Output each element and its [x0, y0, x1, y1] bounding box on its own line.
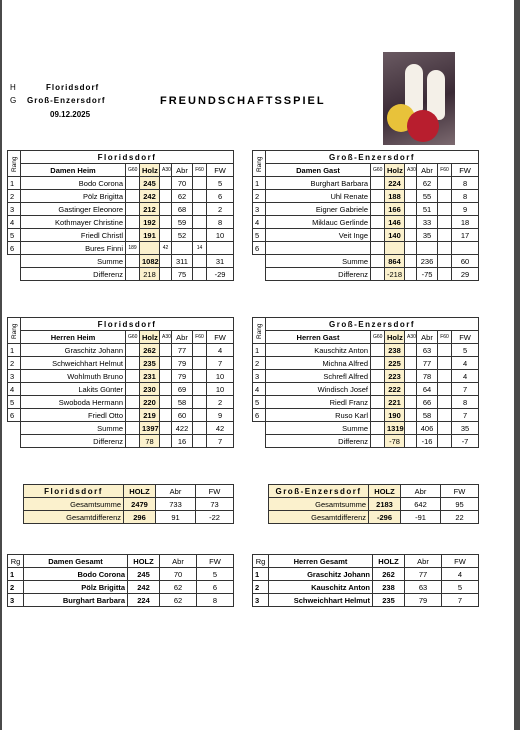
fw-cell: 6 [197, 581, 234, 594]
a30-cell [160, 229, 172, 242]
rank-cell: 1 [8, 568, 24, 581]
holz-cell: 242 [128, 581, 160, 594]
a30-cell [160, 357, 172, 370]
holz-cell: 238 [385, 344, 405, 357]
table-total-guest: Groß-Enzersdorf HOLZ Abr FW Gesamtsumme 2183 642 95 Gesamtdifferenz -296 -91 22 [268, 484, 479, 524]
abr-cell: 63 [405, 581, 442, 594]
a30-cell [405, 203, 417, 216]
holz-cell: 224 [128, 594, 160, 607]
table-row [8, 190, 234, 203]
fw-cell: 7 [452, 409, 479, 422]
rank-cell: 2 [253, 581, 269, 594]
abr-cell: 66 [417, 396, 438, 409]
table-row [253, 409, 479, 422]
player-name-cell: Uhl Renate [266, 190, 371, 203]
holz-cell: 230 [140, 383, 160, 396]
abr-cell: 60 [172, 409, 193, 422]
fw-cell: 5 [207, 177, 234, 190]
fw-cell [452, 242, 479, 255]
table-row [8, 203, 234, 216]
g60-cell [371, 383, 385, 396]
table-row [253, 229, 479, 242]
rank-cell: 1 [8, 177, 21, 190]
a30-cell [160, 190, 172, 203]
holz-cell: 235 [140, 357, 160, 370]
player-name-cell: Graschitz Johann [21, 344, 126, 357]
player-name-cell: Pölz Brigitta [21, 190, 126, 203]
table-row [253, 568, 479, 581]
a30-cell [405, 229, 417, 242]
f60-cell [438, 216, 452, 229]
f60-cell [438, 344, 452, 357]
player-name-cell: Kauschitz Anton [269, 581, 373, 594]
bowling-pins-image [383, 52, 455, 145]
table-row [253, 594, 479, 607]
rank-cell: 2 [253, 190, 266, 203]
holz-cell: 231 [140, 370, 160, 383]
a30-cell [160, 396, 172, 409]
g60-cell [371, 396, 385, 409]
rank-cell: 6 [253, 409, 266, 422]
holz-cell: 140 [385, 229, 405, 242]
a30-cell [405, 370, 417, 383]
fw-cell: 7 [442, 594, 479, 607]
rank-cell: 5 [253, 396, 266, 409]
fw-cell: 6 [207, 190, 234, 203]
rank-cell: 3 [253, 370, 266, 383]
f60-cell [193, 409, 207, 422]
a30-cell [160, 383, 172, 396]
g60-cell [371, 370, 385, 383]
fw-cell: 17 [452, 229, 479, 242]
holz-cell: 146 [385, 216, 405, 229]
a30-cell [405, 190, 417, 203]
table-row [8, 370, 234, 383]
rank-cell: 4 [8, 216, 21, 229]
g60-cell: 189 [126, 242, 140, 255]
holz-cell: 245 [128, 568, 160, 581]
table-row [253, 216, 479, 229]
holz-cell: 238 [373, 581, 405, 594]
a30-cell [160, 177, 172, 190]
f60-cell [193, 370, 207, 383]
fw-cell: 4 [207, 344, 234, 357]
player-name-cell: Miklauc Gerlinde [266, 216, 371, 229]
home-letter: H [10, 83, 16, 92]
holz-cell: 235 [373, 594, 405, 607]
abr-cell: 51 [417, 203, 438, 216]
fw-cell: 4 [452, 370, 479, 383]
rank-cell: 4 [253, 383, 266, 396]
f60-cell [193, 229, 207, 242]
a30-cell: 42 [160, 242, 172, 255]
rank-cell: 6 [8, 409, 21, 422]
abr-cell [172, 242, 193, 255]
table-herren-heim: Rang Floridsdorf Herren Heim G60 Holz A30 Abr F60 FW 1 Graschitz Johann 262 77 4 2 Schweichhart Helmut 235 79 7 3 Wohlmuth Bruno 231 79 10 4 Lakits Günter 230 69 10 5 Swoboda Hermann 220 58 2 6 Friedl Otto 219 60 9 Summe 1397 422 42 Differenz 78 16 7 [7, 317, 234, 448]
g60-cell [126, 396, 140, 409]
fw-cell: 18 [452, 216, 479, 229]
holz-cell [385, 242, 405, 255]
abr-cell: 63 [417, 344, 438, 357]
holz-cell [140, 242, 160, 255]
player-name-cell: Bodo Corona [24, 568, 128, 581]
rank-cell: 1 [253, 177, 266, 190]
table-herren-gesamt: Rg Herren Gesamt HOLZ Abr FW 1 Graschitz Johann 262 77 4 2 Kauschitz Anton 238 63 5 3 Schweichhart Helmut 235 79 7 [252, 554, 479, 607]
a30-cell [160, 370, 172, 383]
player-name-cell: Windisch Josef [266, 383, 371, 396]
table-damen-gast: Rang Groß-Enzersdorf Damen Gast G60 Holz A30 Abr F60 FW 1 Burghart Barbara 224 62 8 2 Uhl Renate 188 55 8 3 Eigner Gabriele 166 51 9 4 Miklauc Gerlinde 146 33 18 5 Veit Inge 140 35 17 6 Summe 864 236 60 Differenz -218 -75 29 [252, 150, 479, 281]
a30-cell [405, 177, 417, 190]
g60-cell [371, 190, 385, 203]
fw-cell: 8 [207, 216, 234, 229]
table-row [8, 344, 234, 357]
g60-cell [126, 190, 140, 203]
a30-cell [405, 357, 417, 370]
a30-cell [160, 203, 172, 216]
match-date: 09.12.2025 [50, 110, 91, 119]
table-row [253, 344, 479, 357]
rank-cell: 3 [253, 594, 269, 607]
abr-cell: 62 [172, 190, 193, 203]
fw-cell: 4 [442, 568, 479, 581]
a30-cell [405, 344, 417, 357]
abr-cell: 35 [417, 229, 438, 242]
guest-club: Groß-Enzersdorf [27, 96, 106, 105]
player-name-cell: Schweichhart Helmut [21, 357, 126, 370]
g60-cell [371, 229, 385, 242]
rank-cell: 1 [8, 344, 21, 357]
f60-cell [438, 370, 452, 383]
f60-cell [193, 177, 207, 190]
player-name-cell: Ruso Karl [266, 409, 371, 422]
g60-cell [371, 177, 385, 190]
fw-cell [207, 242, 234, 255]
player-name-cell: Schrefl Alfred [266, 370, 371, 383]
fw-cell: 7 [207, 357, 234, 370]
f60-cell [193, 383, 207, 396]
a30-cell [160, 216, 172, 229]
abr-cell: 58 [172, 396, 193, 409]
table-row [8, 594, 234, 607]
fw-cell: 5 [197, 568, 234, 581]
fw-cell: 5 [442, 581, 479, 594]
table-row [8, 568, 234, 581]
rank-cell: 3 [8, 594, 24, 607]
rank-cell: 4 [8, 383, 21, 396]
a30-cell [405, 216, 417, 229]
holz-cell: 191 [140, 229, 160, 242]
player-name-cell: Kauschitz Anton [266, 344, 371, 357]
player-name-cell: Schweichhart Helmut [269, 594, 373, 607]
g60-cell [126, 203, 140, 216]
fw-cell: 9 [207, 409, 234, 422]
fw-cell: 10 [207, 229, 234, 242]
player-name-cell: Bodo Corona [21, 177, 126, 190]
abr-cell: 62 [160, 594, 197, 607]
f60-cell [438, 242, 452, 255]
table-damen-heim: Rang Floridsdorf Damen Heim G60 Holz A30 Abr F60 FW 1 Bodo Corona 245 70 5 2 Pölz Brigitta 242 62 6 3 Gastinger Eleonore 212 68 2 4 Kothmayer Christine 192 59 8 5 Friedl Christl 191 52 10 6 Bures Finni 189 42 14 Summe 1082 311 31 Differenz 218 75 -29 [7, 150, 234, 281]
table-damen-gesamt: Rg Damen Gesamt HOLZ Abr FW 1 Bodo Corona 245 70 5 2 Pölz Brigitta 242 62 6 3 Burghart Barbara 224 62 8 [7, 554, 234, 607]
player-name-cell: Burghart Barbara [266, 177, 371, 190]
rank-cell: 5 [8, 229, 21, 242]
holz-cell: 245 [140, 177, 160, 190]
holz-cell: 188 [385, 190, 405, 203]
player-name-cell: Veit Inge [266, 229, 371, 242]
fw-cell: 10 [207, 383, 234, 396]
f60-cell [438, 396, 452, 409]
table-row [8, 229, 234, 242]
fw-cell: 7 [452, 383, 479, 396]
rank-cell: 1 [253, 568, 269, 581]
g60-cell [126, 357, 140, 370]
player-name-cell [266, 242, 371, 255]
holz-cell: 242 [140, 190, 160, 203]
table-row [253, 177, 479, 190]
table-row [253, 190, 479, 203]
a30-cell [160, 344, 172, 357]
holz-cell: 222 [385, 383, 405, 396]
player-name-cell: Pölz Brigitta [24, 581, 128, 594]
guest-letter: G [10, 96, 17, 105]
g60-cell [126, 229, 140, 242]
f60-cell [438, 229, 452, 242]
f60-cell [438, 357, 452, 370]
table-row [8, 177, 234, 190]
g60-cell [371, 242, 385, 255]
fw-cell: 2 [207, 203, 234, 216]
player-name-cell: Gastinger Eleonore [21, 203, 126, 216]
fw-cell: 8 [452, 177, 479, 190]
player-name-cell: Bures Finni [21, 242, 126, 255]
g60-cell [126, 383, 140, 396]
rank-cell: 2 [253, 357, 266, 370]
g60-cell [126, 370, 140, 383]
table-row [253, 242, 479, 255]
rank-cell: 6 [8, 242, 21, 255]
f60-cell [193, 203, 207, 216]
table-row [253, 203, 479, 216]
abr-cell: 52 [172, 229, 193, 242]
rank-cell: 2 [8, 357, 21, 370]
abr-cell: 59 [172, 216, 193, 229]
abr-cell: 70 [172, 177, 193, 190]
rank-cell: 5 [253, 229, 266, 242]
player-name-cell: Swoboda Hermann [21, 396, 126, 409]
table-row [253, 370, 479, 383]
fw-cell: 2 [207, 396, 234, 409]
player-name-cell: Friedl Otto [21, 409, 126, 422]
abr-cell: 77 [417, 357, 438, 370]
f60-cell [193, 344, 207, 357]
player-name-cell: Riedl Franz [266, 396, 371, 409]
rank-cell: 3 [8, 203, 21, 216]
table-herren-gast: Rang Groß-Enzersdorf Herren Gast G60 Holz A30 Abr F60 FW 1 Kauschitz Anton 238 63 5 2 Michna Alfred 225 77 4 3 Schrefl Alfred 223 78 4 4 Windisch Josef 222 64 7 5 Riedl Franz 221 66 8 6 Ruso Karl 190 58 7 Summe 1319 406 35 Differenz -78 -16 -7 [252, 317, 479, 448]
holz-cell: 166 [385, 203, 405, 216]
home-club: Floridsdorf [46, 83, 100, 92]
rank-cell: 3 [8, 370, 21, 383]
g60-cell [371, 216, 385, 229]
f60-cell [193, 190, 207, 203]
rank-cell: 2 [8, 581, 24, 594]
holz-cell: 262 [373, 568, 405, 581]
fw-cell: 8 [452, 396, 479, 409]
rank-cell: 1 [253, 344, 266, 357]
g60-cell [371, 344, 385, 357]
rank-cell: 3 [253, 203, 266, 216]
abr-cell: 79 [405, 594, 442, 607]
table-row [8, 409, 234, 422]
abr-cell: 62 [417, 177, 438, 190]
rank-cell: 4 [253, 216, 266, 229]
fw-cell: 4 [452, 357, 479, 370]
g60-cell [126, 409, 140, 422]
table-row [253, 357, 479, 370]
player-name-cell: Friedl Christl [21, 229, 126, 242]
fw-cell: 8 [197, 594, 234, 607]
abr-cell: 79 [172, 370, 193, 383]
a30-cell [405, 242, 417, 255]
table-row [253, 581, 479, 594]
abr-cell: 58 [417, 409, 438, 422]
f60-cell [438, 383, 452, 396]
f60-cell [438, 190, 452, 203]
abr-cell: 77 [405, 568, 442, 581]
abr-cell: 69 [172, 383, 193, 396]
abr-cell: 64 [417, 383, 438, 396]
g60-cell [126, 216, 140, 229]
a30-cell [160, 409, 172, 422]
f60-cell: 14 [193, 242, 207, 255]
table-row [8, 396, 234, 409]
player-name-cell: Burghart Barbara [24, 594, 128, 607]
player-name-cell: Lakits Günter [21, 383, 126, 396]
f60-cell [193, 357, 207, 370]
fw-cell: 10 [207, 370, 234, 383]
g60-cell [371, 357, 385, 370]
holz-cell: 223 [385, 370, 405, 383]
player-name-cell: Kothmayer Christine [21, 216, 126, 229]
abr-cell: 78 [417, 370, 438, 383]
f60-cell [438, 409, 452, 422]
a30-cell [405, 383, 417, 396]
abr-cell: 55 [417, 190, 438, 203]
f60-cell [438, 177, 452, 190]
a30-cell [405, 396, 417, 409]
abr-cell: 77 [172, 344, 193, 357]
holz-cell: 192 [140, 216, 160, 229]
g60-cell [371, 409, 385, 422]
abr-cell: 79 [172, 357, 193, 370]
player-name-cell: Eigner Gabriele [266, 203, 371, 216]
table-row [8, 242, 234, 255]
abr-cell [417, 242, 438, 255]
holz-cell: 224 [385, 177, 405, 190]
a30-cell [405, 409, 417, 422]
table-total-home: Floridsdorf HOLZ Abr FW Gesamtsumme 2479 733 73 Gesamtdifferenz 296 91 -22 [23, 484, 234, 524]
abr-cell: 68 [172, 203, 193, 216]
page-title: FREUNDSCHAFTSSPIEL [160, 95, 326, 107]
table-row [253, 383, 479, 396]
table-row [253, 396, 479, 409]
holz-cell: 221 [385, 396, 405, 409]
f60-cell [193, 216, 207, 229]
holz-cell: 220 [140, 396, 160, 409]
player-name-cell: Graschitz Johann [269, 568, 373, 581]
table-row [8, 383, 234, 396]
player-name-cell: Wohlmuth Bruno [21, 370, 126, 383]
player-name-cell: Michna Alfred [266, 357, 371, 370]
g60-cell [126, 177, 140, 190]
rank-cell: 5 [8, 396, 21, 409]
table-row [8, 581, 234, 594]
holz-cell: 262 [140, 344, 160, 357]
holz-cell: 219 [140, 409, 160, 422]
fw-cell: 5 [452, 344, 479, 357]
score-sheet-page [2, 0, 514, 730]
fw-cell: 8 [452, 190, 479, 203]
abr-cell: 70 [160, 568, 197, 581]
rank-cell: 2 [8, 190, 21, 203]
table-row [8, 357, 234, 370]
f60-cell [438, 203, 452, 216]
holz-cell: 225 [385, 357, 405, 370]
f60-cell [193, 396, 207, 409]
abr-cell: 62 [160, 581, 197, 594]
fw-cell: 9 [452, 203, 479, 216]
table-row [8, 216, 234, 229]
g60-cell [126, 344, 140, 357]
abr-cell: 33 [417, 216, 438, 229]
rank-cell: 6 [253, 242, 266, 255]
holz-cell: 212 [140, 203, 160, 216]
g60-cell [371, 203, 385, 216]
holz-cell: 190 [385, 409, 405, 422]
